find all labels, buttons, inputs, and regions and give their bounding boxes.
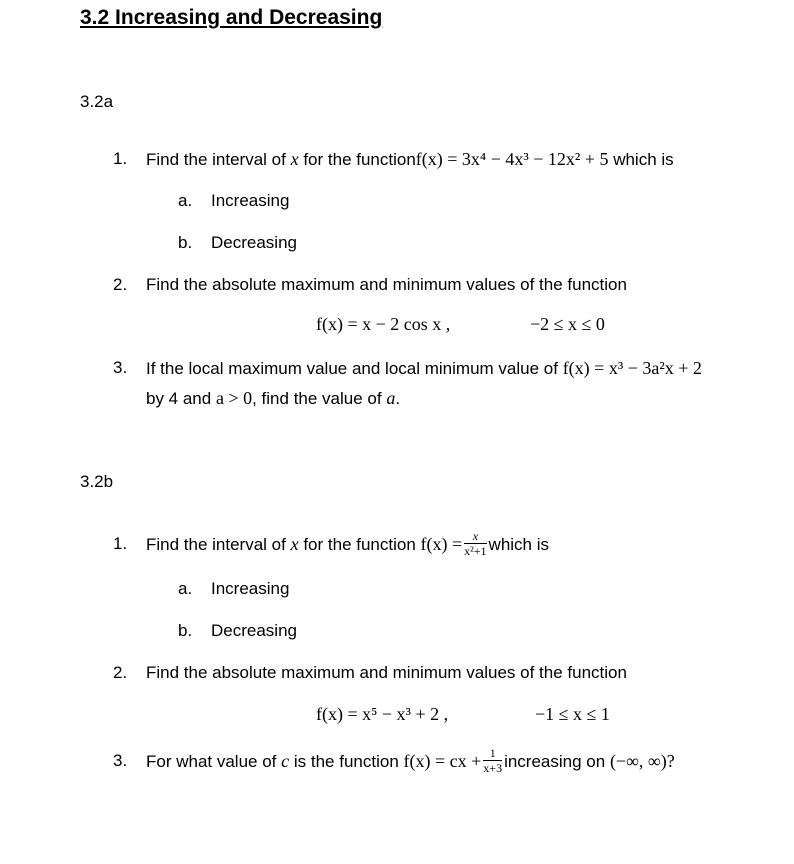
display-function: f(x) = x − 2 cos x ,: [316, 314, 451, 334]
question-number: 1.: [113, 149, 128, 168]
section-label-3-2a: 3.2a: [80, 92, 114, 111]
function-expression: f(x) = 3x⁴ − 4x³ − 12x² + 5: [415, 149, 609, 169]
fraction: $\frac{x}{\text{x²+1}}$: [464, 529, 487, 559]
display-domain: −2 ≤ x ≤ 0: [530, 314, 605, 334]
section-label-3-2b: 3.2b: [80, 472, 114, 491]
display-function: f(x) = x⁵ − x³ + 2 ,: [316, 704, 449, 724]
fraction: $\frac{1}{x+3}$: [483, 746, 503, 776]
display-domain: −1 ≤ x ≤ 1: [535, 704, 610, 724]
function-expression: f(x) = x³ − 3a²x + 2: [562, 358, 702, 378]
question-text: Find the interval of x for the functionf(x) = 3x⁴ − 4x³ − 12x² + 5 which is: [146, 149, 674, 169]
page-title: 3.2 Increasing and Decreasing: [80, 6, 383, 29]
